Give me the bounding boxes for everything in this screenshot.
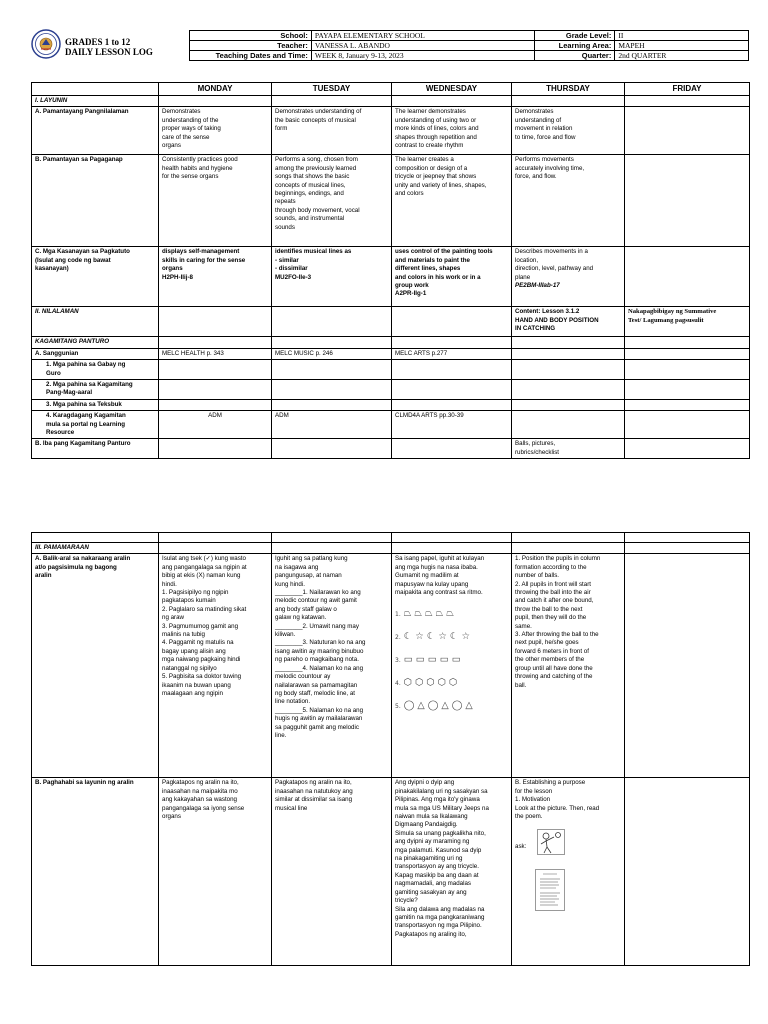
sanggunian-fri [625,348,750,359]
cell-pagaganap-wed: The learner creates a composition or design of a tricycle or jeepney that shows unity and variety of lines, shapes, and colors [392,155,512,247]
section-pamamaraan: III. PAMAMARAAN [32,543,159,554]
nilalaman-fri: Nakapagbibigay ng Summative Test/ Lagumang pagsusulit [625,307,750,337]
day-monday: MONDAY [159,83,272,96]
karagdagang-fri [625,411,750,439]
quarter-value: 2nd QUARTER [615,51,749,61]
dates-value: WEEK 8, January 9-13, 2023 [311,51,535,61]
paghahabi-thu-text: B. Establishing a purpose for the lesson 1. Motivation Look at the picture. Then, read the poem. [515,779,600,821]
section-kagamitan: KAGAMITANG PANTURO [32,337,159,348]
row-label-gabay: 1. Mga pahina sa Gabay ng Guro [32,360,159,380]
shape-row-1: 1. ⏢ ⏢ ⏢ ⏢ ⏢ [395,608,454,620]
shape-row-3: 3. ▭ ▭ ▭ ▭ ▭ [395,654,461,666]
area-label: Learning Area: [535,41,615,51]
title-line-2: DAILY LESSON LOG [65,47,153,57]
balik-aral-wed [392,554,512,778]
cell-pangnilalaman-tue: Demonstrates understanding of the basic concepts of musical form [272,107,392,155]
section-layunin: I. LAYUNIN [32,96,159,107]
trapezoid-icons: ⏢ ⏢ ⏢ ⏢ ⏢ [403,608,454,620]
cell-kasanayan-mon: displays self-management skills in caring for the sense organs H2PH-IIij-8 [159,247,272,307]
row-label-paghahabi: B. Paghahabi sa layunin ng aralin [32,778,159,966]
grade-label: Grade Level: [535,31,615,41]
quarter-label: Quarter: [535,51,615,61]
iba-wed [392,439,512,459]
teacher-value: VANESSA L. ABANDO [311,41,535,51]
paghahabi-wed: Ang dyipni o dyip ang pinakakilalang uri ng sasakyan sa Pilipinas. Ang mga ito'y ginawa mula sa mga US Military Jeeps na naiwan mula sa Ikalawang Digmaang Pandaigdig. Simula sa unang pagkalikha nito, ang dyipni ay maraming ng mga palamuti. Kasunod sa dyip na pinakagamiting uri ng transportasyon ay ang tricycle. Kapag masikip ba ang daan at nagmamadali, ang madalas gamiting sasakyan ay ang tricycle? Sila ang dalawa ang madalas na gamitin na mga pangkaraniwang transportasyon ng mga Pilipino. Pagkatapos ng araling ito, [392,778,512,966]
poem-picture [535,869,565,911]
moon-star-icons: ☾ ☆ ☾ ☆ ☾ ☆ [403,631,470,643]
school-label: School: [190,31,312,41]
row-label-sanggunian: A. Sanggunian [32,348,159,359]
sanggunian-wed: MELC ARTS p.277 [392,348,512,359]
cell-pagaganap-tue: Performs a song, chosen from among the previously learned songs that shows the basic concepts of musical lines, beginnings, endings, and repeats through body movement, vocal sounds, and instrumental sounds [272,155,392,247]
karagdagang-tue: ADM [272,411,392,439]
header-info-table [189,30,749,61]
row-label-pagaganap: B. Pamantayan sa Pagaganap [32,155,159,247]
balik-aral-wed-text: Sa isang papel, iguhit at kulayan ang mga hugis na nasa ibaba. Gumamit ng madilim at mapusyaw na kulay upang maipakita ang contrast sa ritmo. [395,555,485,597]
dates-label: Teaching Dates and Time: [190,51,312,61]
hexagon-icons: ⬡ ⬡ ⬡ ⬡ ⬡ [403,677,458,689]
lesson-log-table-2 [31,532,750,966]
circle-triangle-icons: ◯ △ ◯ △ ◯ △ [403,700,473,712]
paghahabi-tue: Pagkatapos ng aralin na ito, inaasahan na natutukoy ang similar at dissimilar sa isang musical line [272,778,392,966]
cell-pagaganap-mon: Consistently practices good health habits and hygiene for the sense organs [159,155,272,247]
day-wednesday: WEDNESDAY [392,83,512,96]
nilalaman-thu: Content: Lesson 3.1.2 HAND AND BODY POSITION IN CATCHING [512,307,625,337]
section-nilalaman: II. NILALAMAN [32,307,159,337]
corner-cell [32,83,159,96]
kasanayan-thu-code: PE2BM-IIIab-17 [515,282,560,290]
row-label-karagdagang: 4. Karagdagang Kagamitan mula sa portal ng Learning Resource [32,411,159,439]
shape-row-5: 5. ◯ △ ◯ △ ◯ △ [395,700,473,712]
karagdagang-thu [512,411,625,439]
cell-pagaganap-thu: Performs movements accurately involving time, force, and flow. [512,155,625,247]
deped-seal-icon [31,29,61,59]
row-label-teksbuk: 3. Mga pahina sa Teksbuk [32,399,159,410]
iba-mon [159,439,272,459]
shape-row-2: 2. ☾ ☆ ☾ ☆ ☾ ☆ [395,631,470,643]
day-tuesday: TUESDAY [272,83,392,96]
shape-row-4: 4. ⬡ ⬡ ⬡ ⬡ ⬡ [395,677,458,689]
balik-aral-thu: 1. Position the pupils in column formation according to the number of balls. 2. All pupils in front will start throwing the ball into the air and catch it after one bound, throw the ball to the next pupil, then they will do the same. 3. After throwing the ball to the next pupil, he/she goes forward 6 meters in front of the other members of the group until all have done the throwing and catching of the ball. [512,554,625,778]
lesson-log-table-1 [31,82,750,459]
balik-aral-tue: Iguhit ang sa patlang kung na isagawa ang pangungusap, at naman kung hindi. ________1. Nailarawan ko ang melodic contour ng awit gamit ang body staff galaw o galaw ng katawan. ________2. Umawit nang may kiliwan. ________3. Natuturan ko na ang isang awitin ay maaring binubuo ng pareho o magkaibang nota. ________4. Nalaman ko na ang melodic countour ay nailalarawan sa pamamagitan ng body staff, melodic line, at line notation. ________5. Nalaman ko na ang hugis ng awitin ay mailalarawan sa pagguhit gamit ang melodic line. [272,554,392,778]
row-label-kasanayan: C. Mga Kasanayan sa Pagkatuto (Isulat ang code ng bawat kasanayan) [32,247,159,307]
row-label-iba-pang-kagamitan: B. Iba pang Kagamitang Panturo [32,439,159,459]
sanggunian-tue: MELC MUSIC p. 246 [272,348,392,359]
ask-label: ask: [515,843,527,851]
cell-pangnilalaman-thu: Demonstrates understanding of movement in relation to time, force and flow [512,107,625,155]
paghahabi-fri [625,778,750,966]
karagdagang-mon: ADM [159,411,272,439]
iba-thu: Balls, pictures, rubrics/checklist [512,439,625,459]
cell-pangnilalaman-wed: The learner demonstrates understanding of using two or more kinds of lines, colors and shapes through repetition and contrast to create rhythm [392,107,512,155]
rectangle-icons: ▭ ▭ ▭ ▭ ▭ [403,654,461,666]
area-value: MAPEH [615,41,749,51]
cell-kasanayan-fri [625,247,750,307]
cell-pagaganap-fri [625,155,750,247]
sanggunian-thu [512,348,625,359]
paghahabi-thu [512,778,625,966]
row-label-balik-aral: A. Balik-aral sa nakaraang aralin at/o pagsisimula ng bagong aralin [32,554,159,778]
balik-aral-mon: Isulat ang tsek (✓) kung wasto ang pangangalaga sa ngipin at bibig at ekis (X) naman kung hindi. 1. Pagsisipilyo ng ngipin pagkatapos kumain 2. Paglalaro sa matinding sikat ng araw 3. Pagmumumog gamit ang malinis na tubig 4. Paggamit ng matulis na bagay upang alisin ang mga naiwang pagkaing hindi natanggal ng sipilyo 5. Pagbisita sa doktor tuwing ikaanim na buwan upang maalagaan ang ngipin [159,554,272,778]
log-title [65,37,153,57]
row-label-pangnilalaman: A. Pamantayang Pangnilalaman [32,107,159,155]
sanggunian-mon: MELC HEALTH p. 343 [159,348,272,359]
cell-kasanayan-wed: uses control of the painting tools and materials to paint the different lines, shapes and colors in his work or in a group work A2PR-IIg-1 [392,247,512,307]
row-label-kagamitang-mag-aaral: 2. Mga pahina sa Kagamitang Pang-Mag-aaral [32,380,159,400]
teacher-label: Teacher: [190,41,312,51]
iba-fri [625,439,750,459]
shapes-exercise [395,603,508,718]
day-thursday: THURSDAY [512,83,625,96]
karagdagang-wed: CLMD4A ARTS pp.30-39 [392,411,512,439]
day-friday: FRIDAY [625,83,750,96]
cell-pangnilalaman-fri [625,107,750,155]
iba-tue [272,439,392,459]
school-value: PAYAPA ELEMENTARY SCHOOL [311,31,535,41]
title-line-1: GRADES 1 to 12 [65,37,131,47]
cell-pangnilalaman-mon: Demonstrates understanding of the proper ways of taking care of the sense organs [159,107,272,155]
grade-value: II [615,31,749,41]
kasanayan-thu-text: Describes movements in a location, direction, level, pathway and plane [515,248,594,281]
paghahabi-mon: Pagkatapos ng aralin na ito, inaasahan na maipakita mo ang kakayahan sa wastong pangangalaga sa iyong sense organs [159,778,272,966]
cell-kasanayan-thu [512,247,625,307]
cell-kasanayan-tue: identifies musical lines as - similar - dissimilar MU2FO-IIe-3 [272,247,392,307]
catching-ball-picture [537,829,565,855]
balik-aral-fri [625,554,750,778]
